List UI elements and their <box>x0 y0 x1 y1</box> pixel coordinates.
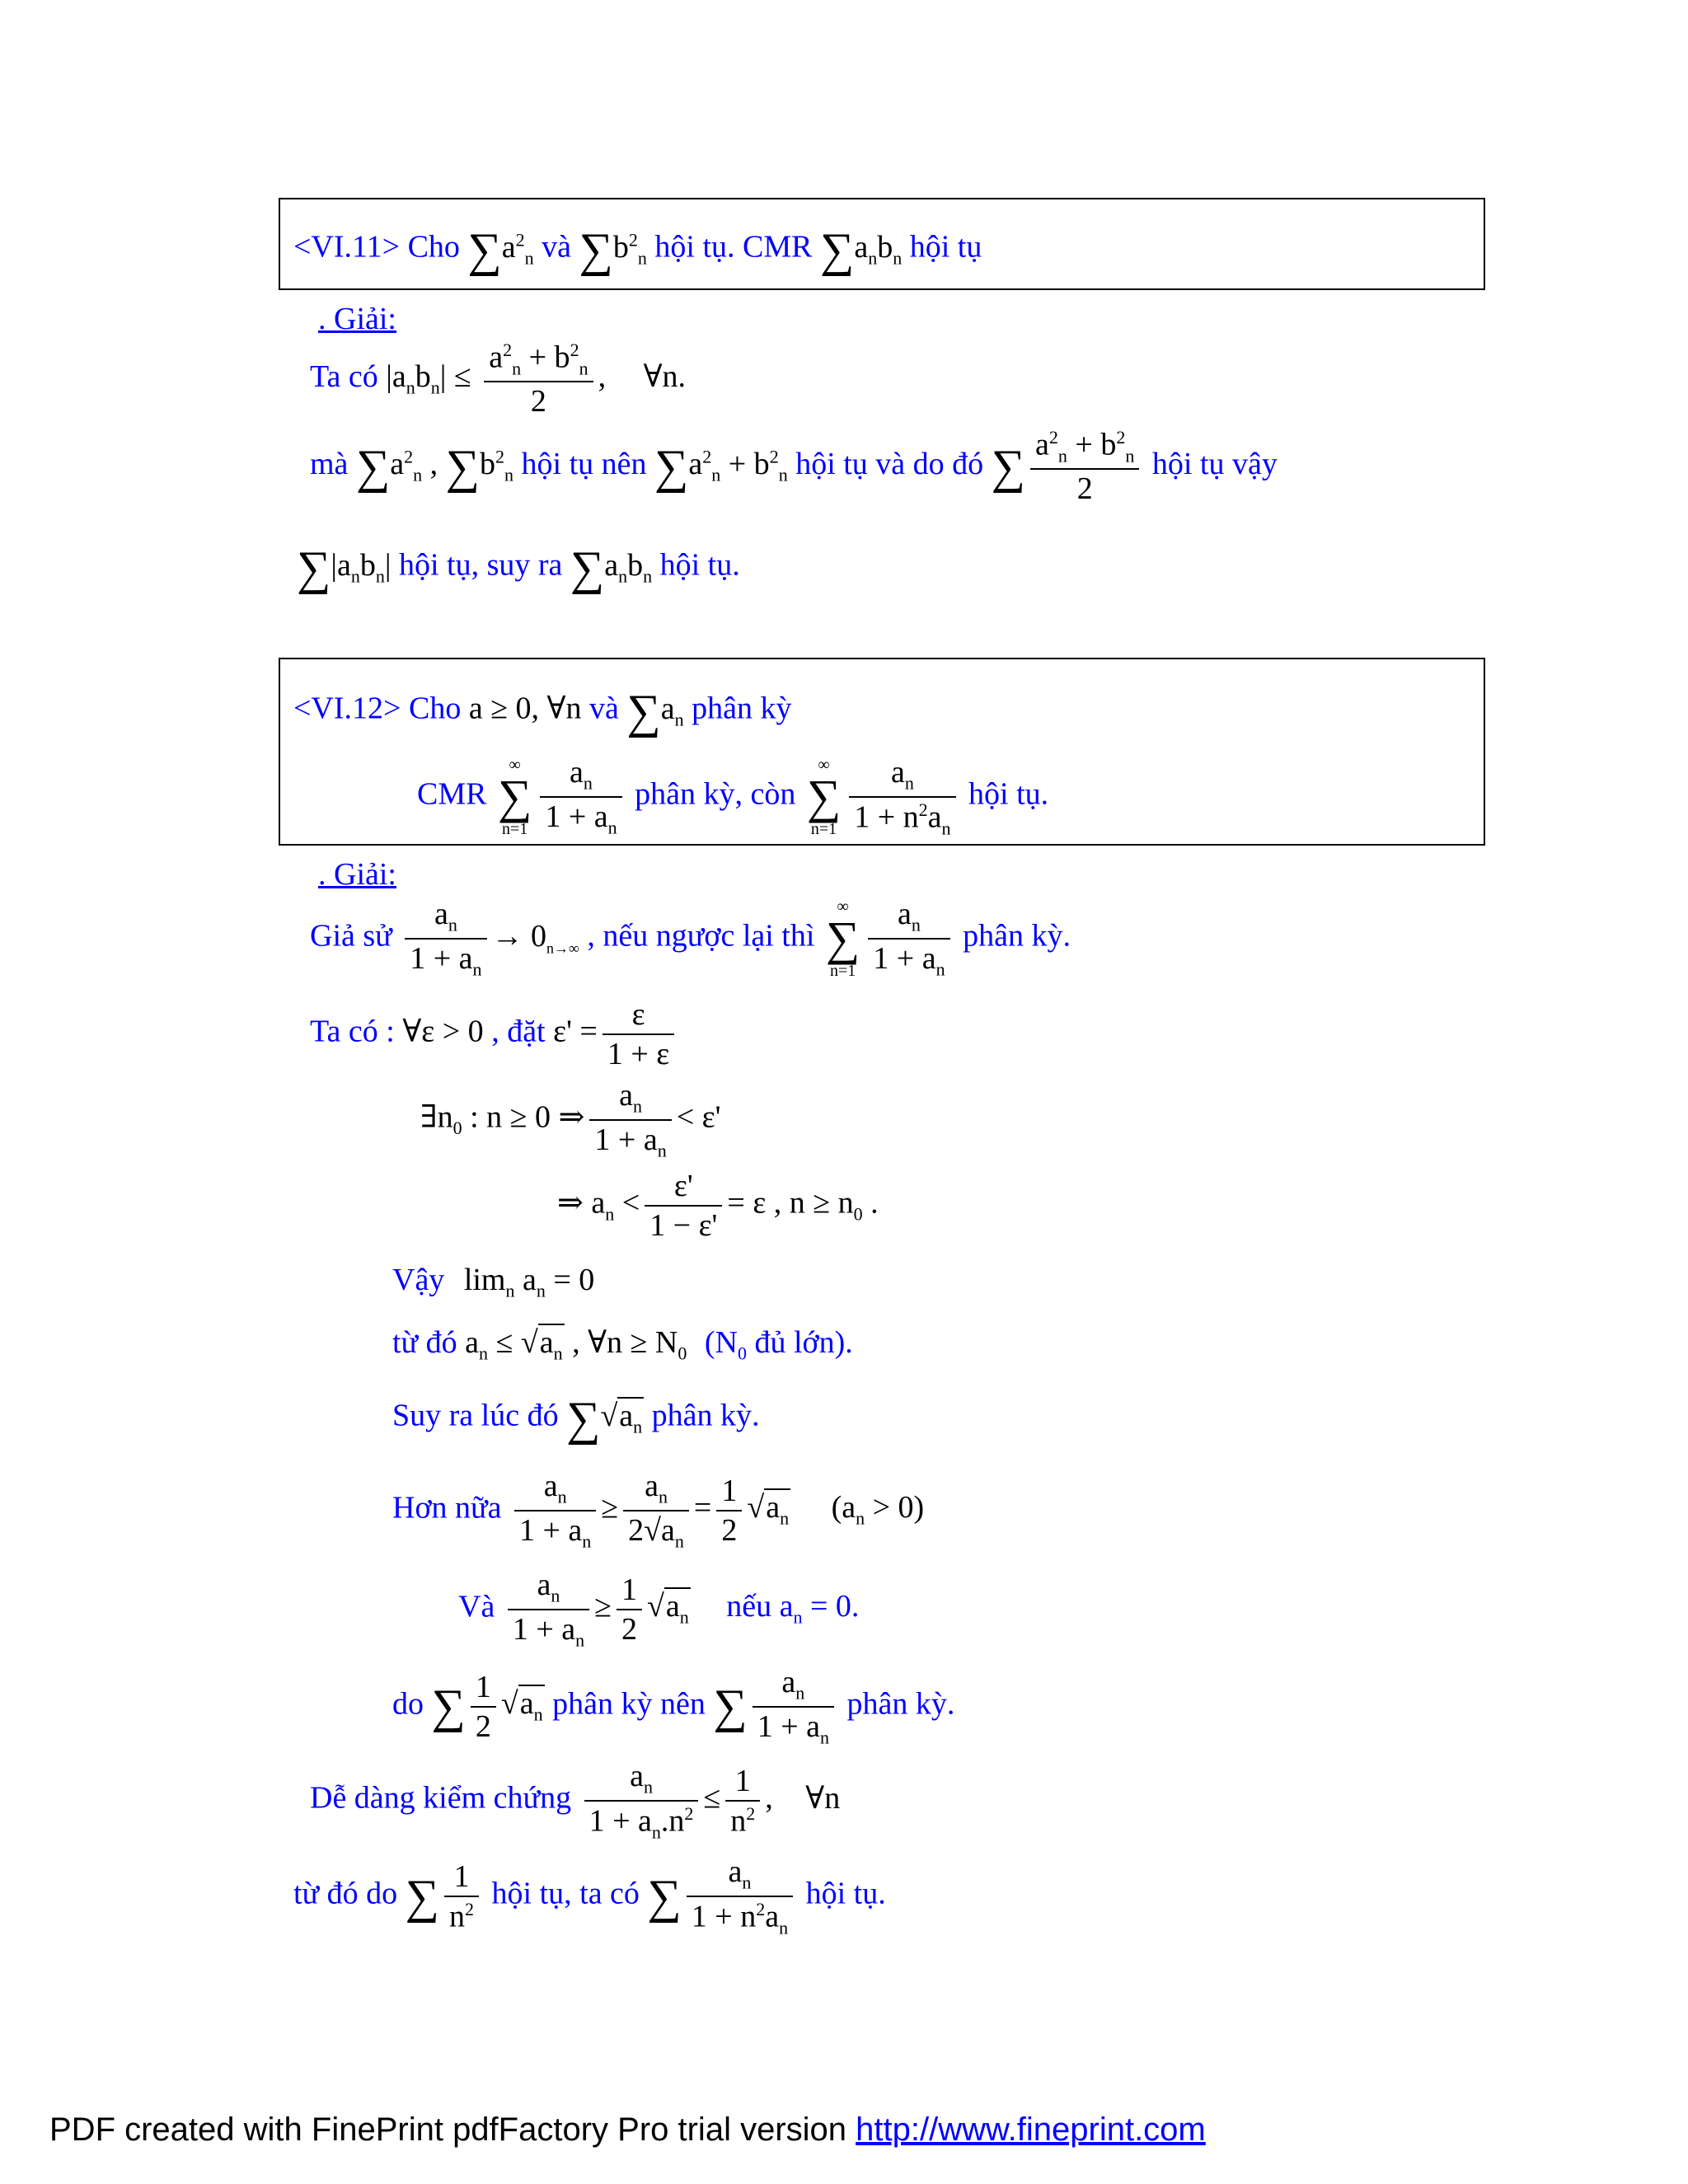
solution-heading: . Giải: <box>318 857 396 892</box>
solution-line: từ đó do ∑ $\frac{1}{n^2}$ hội tụ, ta có ∑ $\frac{a_n}{1 + n^2a_n}$ hội tụ. <box>293 1854 886 1938</box>
solution-line: Dễ dàng kiểm chứng $\frac{a_n}{1 + a_n.n^2}$ ≤ $\frac{1}{n^2}$ , ∀n <box>310 1759 841 1842</box>
solution-line: Và $\frac{a_n}{1 + a_n}$ ≥ $\frac{1}{2}$ $√a_n$ nếu $a_n = 0$. <box>458 1568 860 1651</box>
solution-line: Ta có : ∀ε > 0 , đặt ε' = $\frac{\varepsilon}{1 + \varepsilon}$ <box>310 999 679 1070</box>
solution-line: Giả sử $\frac{a_n}{1 + a_n}$ → $0_{n\to\infty}$ , nếu ngược lại thì ∞ ∑ n=1 $\frac{a_n}{1 + a_n}$ phân kỳ. <box>310 897 1071 980</box>
footer-text: PDF created with FinePrint pdfFactory Pro trial version <box>49 2111 847 2148</box>
solution-heading: . Giải: <box>318 302 396 336</box>
exercise-label: <VI.12> <box>293 691 401 726</box>
pdf-footer <box>49 2111 1206 2149</box>
solution-line: Ta có $|a_nb_n|$ ≤ $\frac{a^2_n + b^2_n}{2}$ , ∀n. <box>310 340 686 419</box>
solution-line: từ đó $a_n \le √a_n$ , ∀n ≥ $N_0$ ($N_0$ đủ lớn). <box>392 1325 853 1364</box>
solution-line: do ∑ $\frac{1}{2}$ $√a_n$ phân kỳ nên ∑ $\frac{a_n}{1 + a_n}$ phân kỳ. <box>392 1665 955 1748</box>
exercise-vi11-statement: <VI.11> Cho $\sum a^2_n$ và $\sum b^2_n$ hội tụ. CMR $\sum a_nb_n$ hội tụ <box>293 223 982 276</box>
solution-line: $\sum|a_nb_n|$ hội tụ, suy ra $\sum a_nb_n$ hội tụ. <box>297 541 740 594</box>
solution-line: ⇒ $a_n$ < $\frac{\varepsilon'}{1 - \varepsilon'}$ = ε , $n \ge n_0$ . <box>557 1169 879 1243</box>
solution-line: Suy ra lúc đó $\sum√a_n$ phân kỳ. <box>392 1391 760 1445</box>
exercise-vi12-claim: CMR ∞ ∑ n=1 $\frac{a_n}{1 + a_n}$ phân kỳ, còn ∞ ∑ n=1 $\frac{a_n}{1 + n^2a_n}$ hội tụ. <box>417 755 1049 838</box>
exercise-label: <VI.11> <box>293 229 401 265</box>
solution-line: mà $\sum a^2_n$ , $\sum b^2_n$ hội tụ nên $\sum a^2_n + b^2_n$ hội tụ và do đó ∑ $\frac{a^2_n + b^2_n}{2}$ hội tụ vậy <box>310 427 1278 507</box>
solution-line: $\exists n_0$ : n ≥ 0 ⇒ $\frac{a_n}{1 + a_n}$ < ε' <box>420 1078 721 1161</box>
solution-line: Hơn nữa $\frac{a_n}{1 + a_n}$ ≥ $\frac{a_n}{2√a_n}$ = $\frac{1}{2}$ $√a_n$ $(a_n > 0)$ <box>392 1469 925 1552</box>
solution-line: Vậy $\lim_n a_n = 0$ <box>392 1263 595 1301</box>
exercise-vi12-statement: <VI.12> Cho a ≥ 0, ∀n và $\sum a_n$ phân kỳ <box>293 684 792 738</box>
footer-link[interactable]: http://www.fineprint.com <box>856 2111 1206 2148</box>
